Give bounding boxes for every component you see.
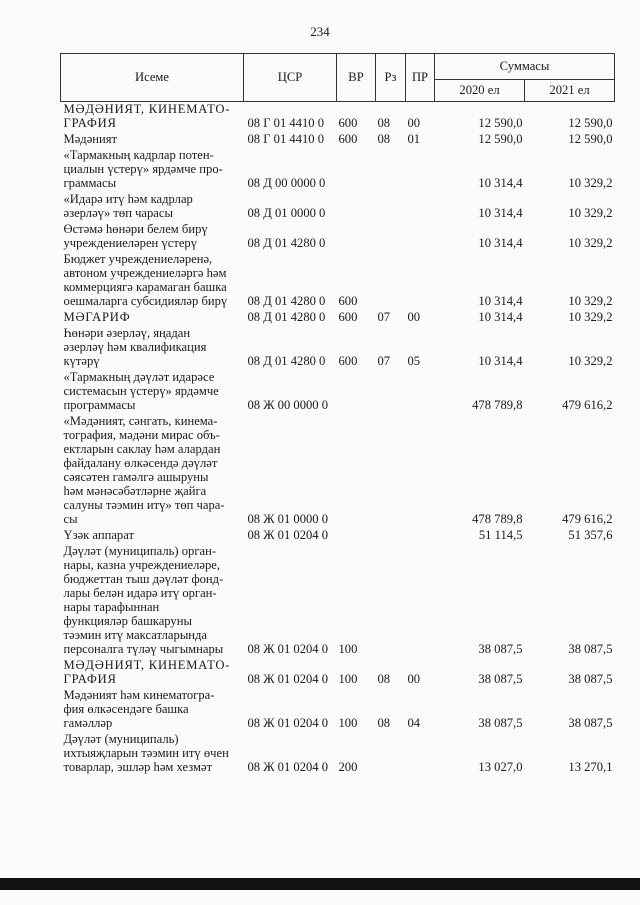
row-name-line: лары белән идарә итү орган-	[63, 586, 217, 600]
row-pr	[406, 192, 435, 222]
row-pr: 04	[407, 716, 421, 730]
row-name-line: Өстәмә һөнәри белем бирү	[63, 222, 208, 236]
row-name-line: фия өлкәсендәге башка	[63, 702, 189, 716]
row-csr: 08 Ж 00 0000 0	[247, 398, 329, 412]
row-name-line: тәэмин итү максатларында	[63, 628, 208, 642]
row-name-line: учреждениеләрен үстерү	[63, 236, 198, 250]
row-name	[61, 148, 244, 192]
row-rz	[376, 544, 406, 658]
row-sum-2021: 12 590,0	[568, 116, 613, 130]
row-csr: 08 Ж 01 0204 0	[247, 716, 329, 730]
row-name-line: МӘДӘНИЯТ, КИНЕМАТО-	[63, 658, 231, 672]
row-name-line: ектларын саклау һәм алардан	[63, 442, 221, 456]
row-pr	[406, 528, 435, 544]
row-name-line: Дәүләт (муниципаль) орган-	[63, 544, 217, 558]
row-sum-2021: 38 087,5	[568, 642, 613, 656]
row-sum-2020: 10 314,4	[478, 236, 523, 250]
row-name-line: Мәдәният	[63, 132, 118, 146]
row-sum-2020: 38 087,5	[478, 672, 523, 686]
row-sum-2021: 13 270,1	[568, 760, 613, 774]
row-sum-2020: 38 087,5	[478, 716, 523, 730]
row-sum-2020: 10 314,4	[478, 310, 523, 324]
row-name	[61, 414, 244, 528]
row-csr: 08 Д 01 4280 0	[247, 294, 326, 308]
row-csr: 08 Д 01 0000 0	[247, 206, 326, 220]
row-rz	[376, 528, 406, 544]
row-name-line: «Идарә итү һәм кадрлар	[63, 192, 193, 206]
row-name-line: Үзәк аппарат	[63, 528, 134, 542]
row-sum-2021: 10 329,2	[568, 294, 613, 308]
row-rz	[376, 222, 406, 252]
header-sums: Суммасы	[435, 54, 615, 80]
row-rz	[376, 192, 406, 222]
row-name	[61, 658, 244, 688]
row-name-line: ГРАФИЯ	[63, 672, 117, 686]
row-name-line: коммерциягә карамаган башка	[63, 280, 227, 294]
row-vr	[337, 222, 376, 252]
row-name-line: ГРАФИЯ	[63, 116, 117, 130]
row-name	[61, 252, 244, 310]
row-name-line: функцияләр башкаруны	[63, 614, 192, 628]
row-pr	[406, 252, 435, 310]
row-pr: 00	[407, 310, 421, 324]
row-sum-2020: 10 314,4	[478, 206, 523, 220]
row-sum-2020: 10 314,4	[478, 354, 523, 368]
header-pr: ПР	[406, 54, 435, 102]
header-name: Исеме	[61, 54, 244, 102]
row-vr	[337, 528, 376, 544]
row-pr: 00	[407, 116, 421, 130]
row-name-line: гамәлләр	[63, 716, 113, 730]
row-csr: 08 Д 01 4280 0	[247, 236, 326, 250]
row-name-line: системасын үстерү» ярдәмче	[63, 384, 219, 398]
row-name-line: файдалану өлкәсендә дәүләт	[63, 456, 218, 470]
row-vr: 600	[338, 132, 358, 146]
row-name-line: нары тарафыннан	[63, 600, 160, 614]
row-name-line: программасы	[63, 398, 136, 412]
row-sum-2021: 10 329,2	[568, 354, 613, 368]
row-pr	[406, 732, 435, 776]
row-pr	[406, 370, 435, 414]
header-rz: Рз	[376, 54, 406, 102]
row-rz	[376, 414, 406, 528]
table-header	[61, 54, 615, 102]
table-row	[61, 132, 615, 148]
row-name	[61, 370, 244, 414]
row-name-line: МӘГАРИФ	[63, 310, 131, 324]
row-rz: 07	[377, 310, 391, 324]
row-csr: 08 Ж 01 0204 0	[247, 528, 329, 542]
row-name	[61, 310, 244, 326]
row-sum-2021: 479 616,2	[562, 398, 613, 412]
row-name	[61, 102, 244, 133]
row-sum-2020: 13 027,0	[478, 760, 523, 774]
table-row	[61, 102, 615, 133]
row-sum-2021: 12 590,0	[568, 132, 613, 146]
row-rz: 08	[377, 132, 391, 146]
scan-edge-bar	[0, 878, 640, 890]
row-sum-2021: 479 616,2	[562, 512, 613, 526]
row-vr: 100	[338, 672, 358, 686]
row-vr: 100	[338, 642, 358, 656]
row-rz: 07	[377, 354, 391, 368]
row-rz	[376, 252, 406, 310]
row-sum-2020: 12 590,0	[478, 132, 523, 146]
row-sum-2020: 478 789,8	[472, 398, 523, 412]
row-name-line: «Тармакның кадрлар потен-	[63, 148, 214, 162]
row-rz: 08	[377, 672, 391, 686]
row-csr: 08 Г 01 4410 0	[247, 116, 325, 130]
row-name-line: «Тармакның дәүләт идарәсе	[63, 370, 215, 384]
page-number: 234	[310, 24, 330, 39]
row-name	[61, 222, 244, 252]
row-pr	[406, 222, 435, 252]
row-sum-2020: 12 590,0	[478, 116, 523, 130]
row-name-line: тография, мәдәни мирас объ-	[63, 428, 220, 442]
row-vr	[337, 370, 376, 414]
row-name-line: Һөнәри әзерләү, яңадан	[63, 326, 191, 340]
row-vr: 600	[338, 354, 358, 368]
table-row	[61, 148, 615, 192]
table-row	[61, 310, 615, 326]
row-sum-2020: 478 789,8	[472, 512, 523, 526]
row-csr: 08 Ж 01 0204 0	[247, 672, 329, 686]
row-rz: 08	[377, 716, 391, 730]
row-vr	[337, 414, 376, 528]
row-sum-2021: 10 329,2	[568, 236, 613, 250]
row-pr	[406, 544, 435, 658]
row-vr	[337, 192, 376, 222]
table-row	[61, 192, 615, 222]
row-vr: 200	[338, 760, 358, 774]
row-sum-2020: 10 314,4	[478, 176, 523, 190]
table-row	[61, 658, 615, 688]
row-name-line: нары, казна учреждениеләре,	[63, 558, 221, 572]
row-name-line: һәм мәнәсәбәтләрне җайга	[63, 484, 207, 498]
row-name-line: автоном учреждениеләргә һәм	[63, 266, 227, 280]
header-year-2020: 2020 ел	[435, 80, 525, 102]
row-name-line: граммасы	[63, 176, 117, 190]
row-sum-2021: 10 329,2	[568, 176, 613, 190]
row-pr	[406, 148, 435, 192]
row-name-line: ихтыяҗларын тәэмин итү өчен	[63, 746, 229, 760]
row-name-line: циалын үстерү» ярдәмче про-	[63, 162, 223, 176]
row-name-line: әзерләү» төп чарасы	[63, 206, 173, 220]
row-name-line: «Мәдәният, сәнгать, кинема-	[63, 414, 218, 428]
table-body	[61, 102, 615, 777]
row-vr: 600	[338, 294, 358, 308]
row-pr: 01	[407, 132, 421, 146]
row-sum-2021: 10 329,2	[568, 206, 613, 220]
row-sum-2021: 38 087,5	[568, 672, 613, 686]
row-sum-2020: 51 114,5	[478, 528, 523, 542]
table-row	[61, 326, 615, 370]
row-name	[61, 732, 244, 776]
row-csr: 08 Ж 01 0000 0	[247, 512, 329, 526]
row-name-line: Дәүләт (муниципаль)	[63, 732, 179, 746]
row-name	[61, 192, 244, 222]
budget-table	[60, 53, 615, 776]
row-pr: 00	[407, 672, 421, 686]
table-row	[61, 732, 615, 776]
table-row	[61, 222, 615, 252]
row-vr: 600	[338, 310, 358, 324]
row-name	[61, 326, 244, 370]
header-year-2021: 2021 ел	[525, 80, 615, 102]
row-pr	[406, 414, 435, 528]
table-row	[61, 414, 615, 528]
row-name-line: салуны тәэмин итү» төп чара-	[63, 498, 225, 512]
row-name-line: бюджеттан тыш дәүләт фонд-	[63, 572, 224, 586]
row-name-line: әзерләү һәм квалификация	[63, 340, 207, 354]
row-pr: 05	[407, 354, 421, 368]
row-name-line: Бюджет учреждениеләренә,	[63, 252, 213, 266]
row-sum-2021: 10 329,2	[568, 310, 613, 324]
row-csr: 08 Д 01 4280 0	[247, 354, 326, 368]
row-name-line: МӘДӘНИЯТ, КИНЕМАТО-	[63, 102, 231, 116]
row-name-line: оешмаларга субсидияләр бирү	[63, 294, 228, 308]
row-csr: 08 Ж 01 0204 0	[247, 760, 329, 774]
row-name-line: товарлар, эшләр һәм хезмәт	[63, 760, 213, 774]
row-name	[61, 132, 244, 148]
table-row	[61, 252, 615, 310]
row-csr: 08 Д 01 4280 0	[247, 310, 326, 324]
row-sum-2020: 38 087,5	[478, 642, 523, 656]
row-sum-2020: 10 314,4	[478, 294, 523, 308]
table-row	[61, 544, 615, 658]
row-name	[61, 528, 244, 544]
row-vr	[337, 148, 376, 192]
row-rz	[376, 148, 406, 192]
row-name-line: персоналга түләү чыгымнары	[63, 642, 224, 656]
row-name-line: сәясәтен гамәлгә ашыруны	[63, 470, 209, 484]
row-csr: 08 Д 00 0000 0	[247, 176, 326, 190]
table-row	[61, 528, 615, 544]
row-csr: 08 Ж 01 0204 0	[247, 642, 329, 656]
row-name	[61, 544, 244, 658]
table-row	[61, 370, 615, 414]
row-name	[61, 688, 244, 732]
row-sum-2021: 51 357,6	[568, 528, 613, 542]
header-vr: ВР	[337, 54, 376, 102]
row-rz	[376, 732, 406, 776]
row-rz: 08	[377, 116, 391, 130]
row-name-line: сы	[63, 512, 78, 526]
header-csr: ЦСР	[244, 54, 337, 102]
table-row	[61, 688, 615, 732]
row-name-line: Мәдәният һәм кинематогра-	[63, 688, 215, 702]
row-csr: 08 Г 01 4410 0	[247, 132, 325, 146]
row-vr: 600	[338, 116, 358, 130]
row-name-line: күтәрү	[63, 354, 100, 368]
row-rz	[376, 370, 406, 414]
row-vr: 100	[338, 716, 358, 730]
row-sum-2021: 38 087,5	[568, 716, 613, 730]
